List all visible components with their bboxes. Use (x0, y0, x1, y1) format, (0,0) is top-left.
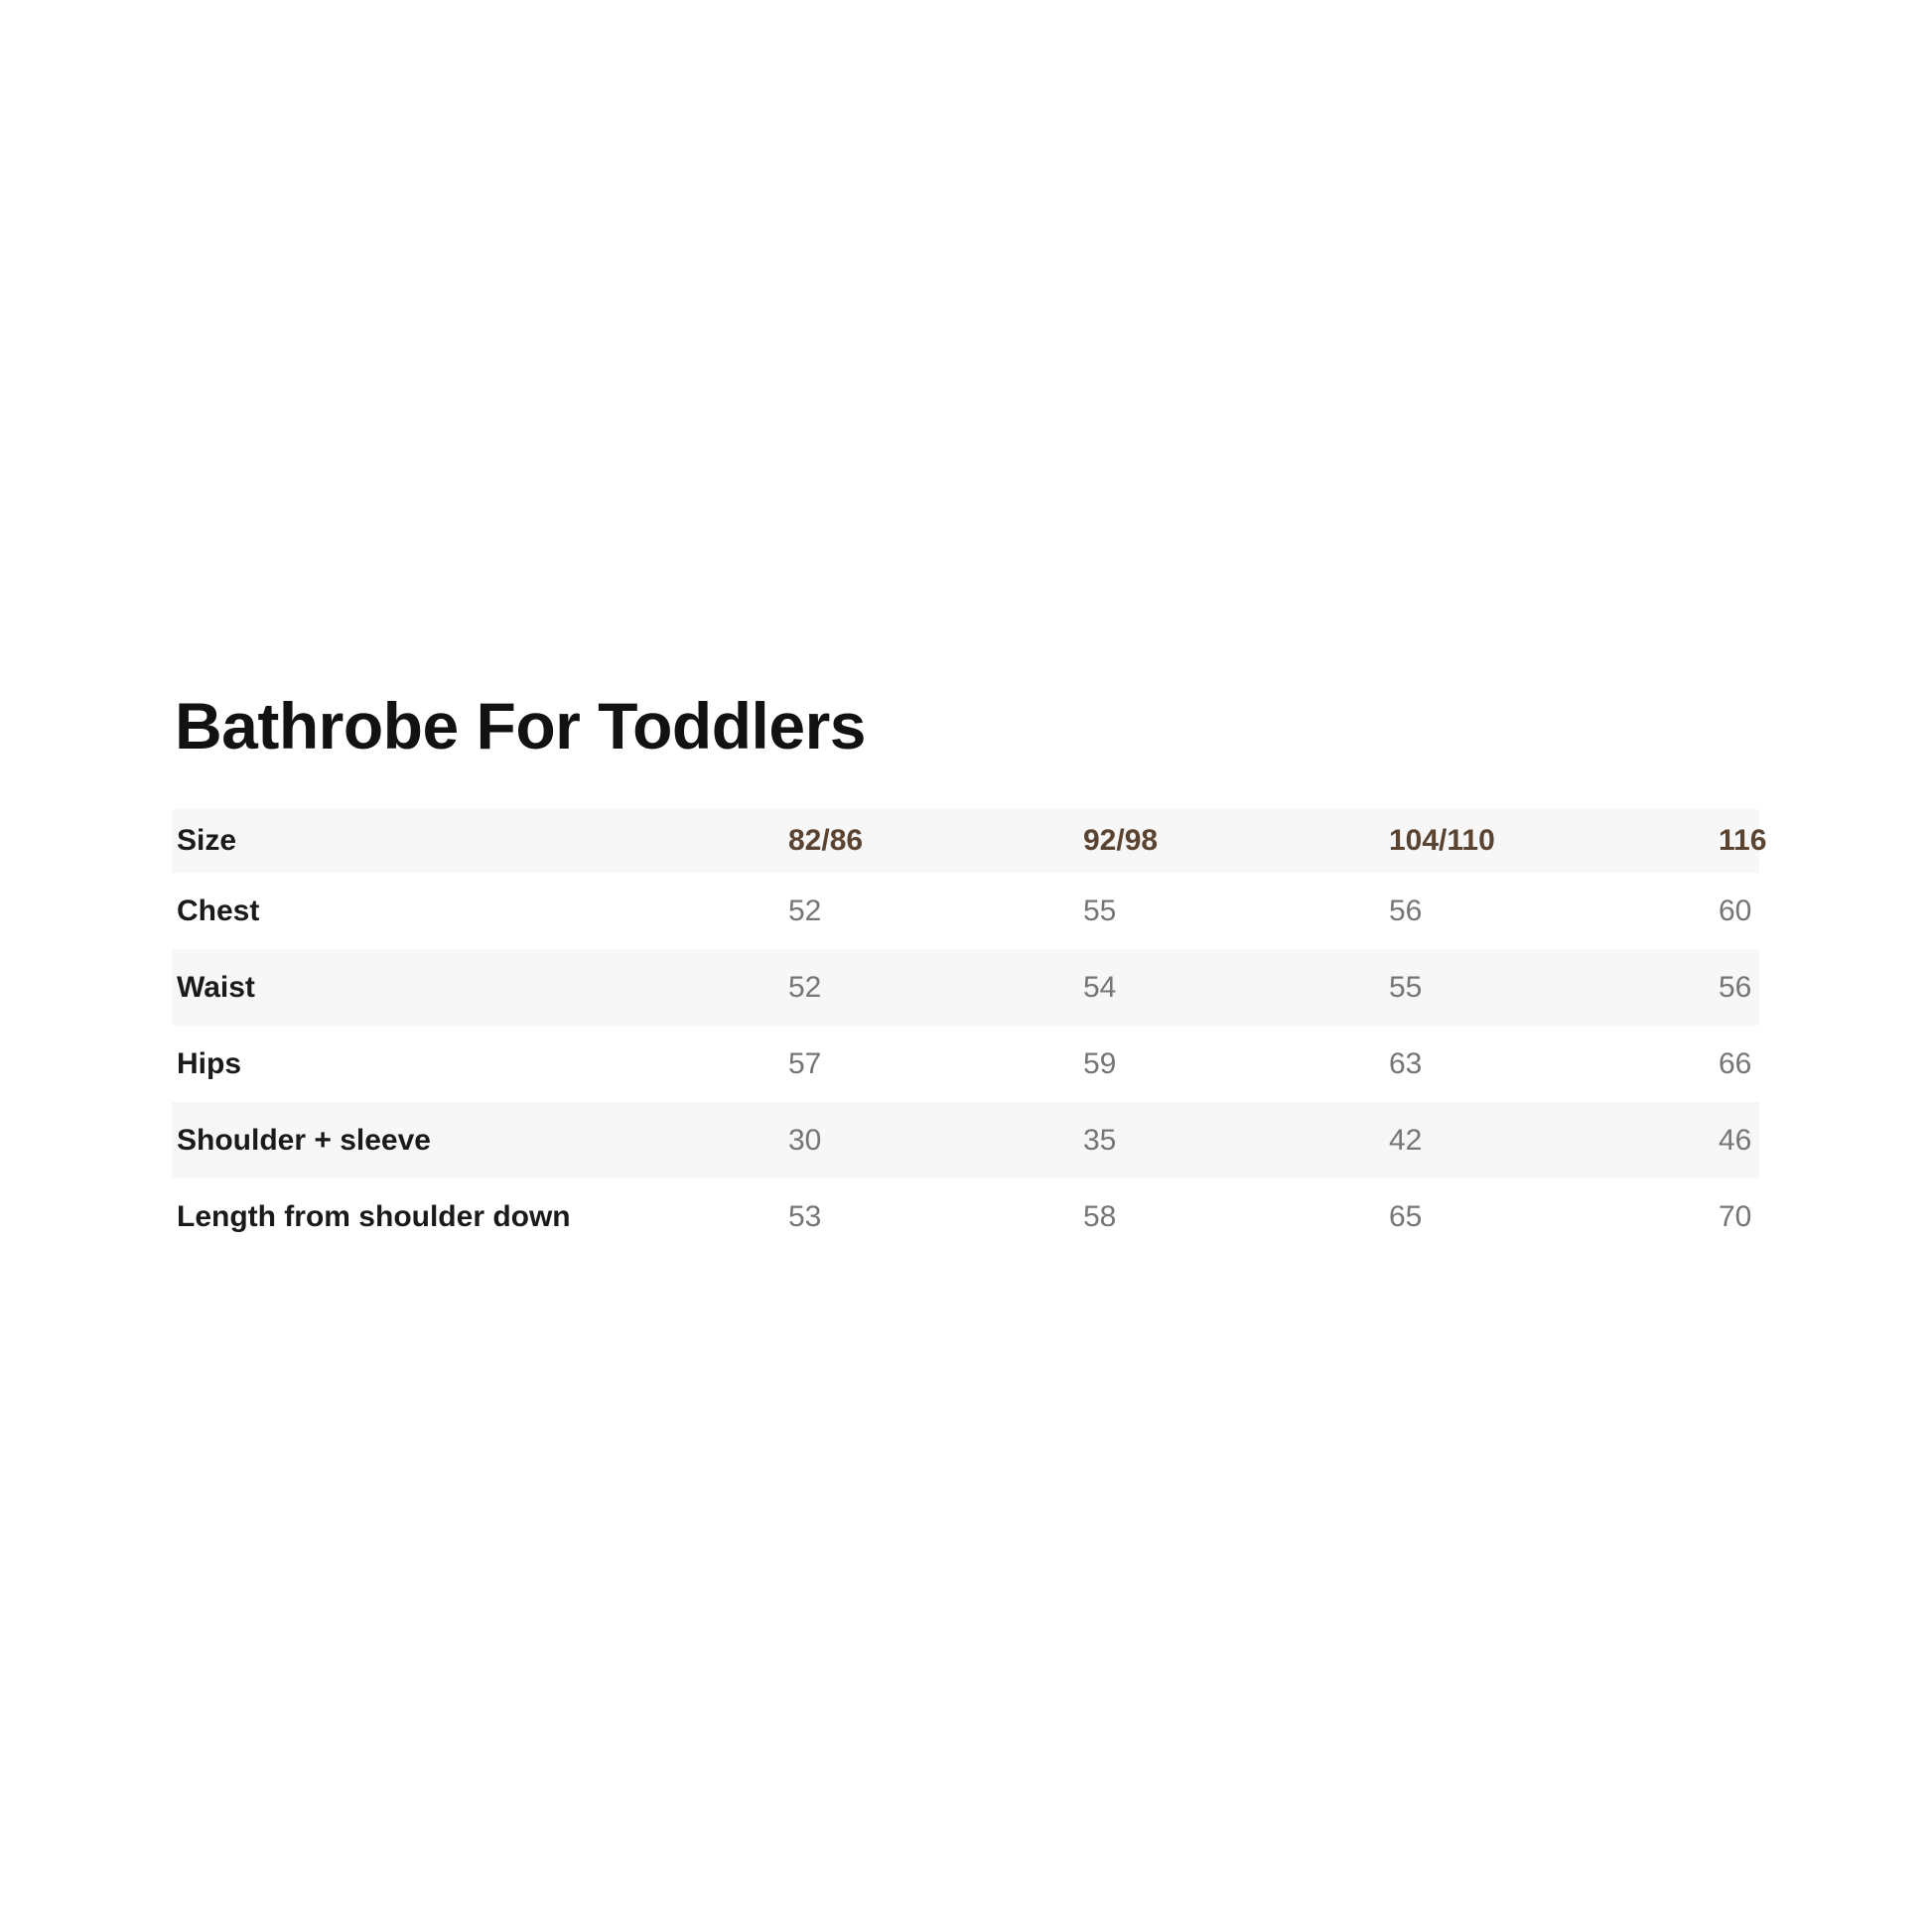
cell-value: 30 (788, 1123, 822, 1157)
cell-value: 52 (788, 894, 822, 927)
table-row-hips (172, 1026, 1759, 1102)
cell-value: 58 (1083, 1199, 1117, 1233)
row-label: Hips (177, 1046, 242, 1080)
cell-value: 54 (1083, 970, 1117, 1004)
table-row-chest (172, 873, 1759, 949)
cell-value: 66 (1719, 1046, 1752, 1080)
cell-value: 55 (1083, 894, 1117, 927)
cell-value: 55 (1389, 970, 1423, 1004)
cell-value: 46 (1719, 1123, 1752, 1157)
header-size-116: 116 (1719, 824, 1767, 857)
cell-value: 35 (1083, 1123, 1117, 1157)
cell-value: 56 (1719, 970, 1752, 1004)
cell-value: 59 (1083, 1046, 1117, 1080)
header-size-104-110: 104/110 (1389, 824, 1495, 857)
row-label: Length from shoulder down (177, 1199, 571, 1233)
cell-value: 57 (788, 1046, 822, 1080)
cell-value: 52 (788, 970, 822, 1004)
header-size-label: Size (177, 824, 237, 857)
header-size-82-86: 82/86 (788, 824, 864, 857)
row-label: Chest (177, 894, 260, 927)
table-row-length-from-shoulder (172, 1178, 1759, 1255)
size-table-header-row (172, 809, 1767, 873)
cell-value: 60 (1719, 894, 1752, 927)
cell-value: 63 (1389, 1046, 1423, 1080)
cell-value: 53 (788, 1199, 822, 1233)
cell-value: 70 (1719, 1199, 1752, 1233)
cell-value: 56 (1389, 894, 1423, 927)
header-size-92-98: 92/98 (1083, 824, 1159, 857)
page-title: Bathrobe For Toddlers (175, 689, 866, 762)
row-label: Shoulder + sleeve (177, 1123, 431, 1157)
cell-value: 65 (1389, 1199, 1423, 1233)
cell-value: 42 (1389, 1123, 1423, 1157)
table-row-shoulder-sleeve (172, 1102, 1759, 1178)
size-table (172, 809, 1767, 1255)
table-row-waist (172, 949, 1759, 1026)
row-label: Waist (177, 970, 255, 1004)
